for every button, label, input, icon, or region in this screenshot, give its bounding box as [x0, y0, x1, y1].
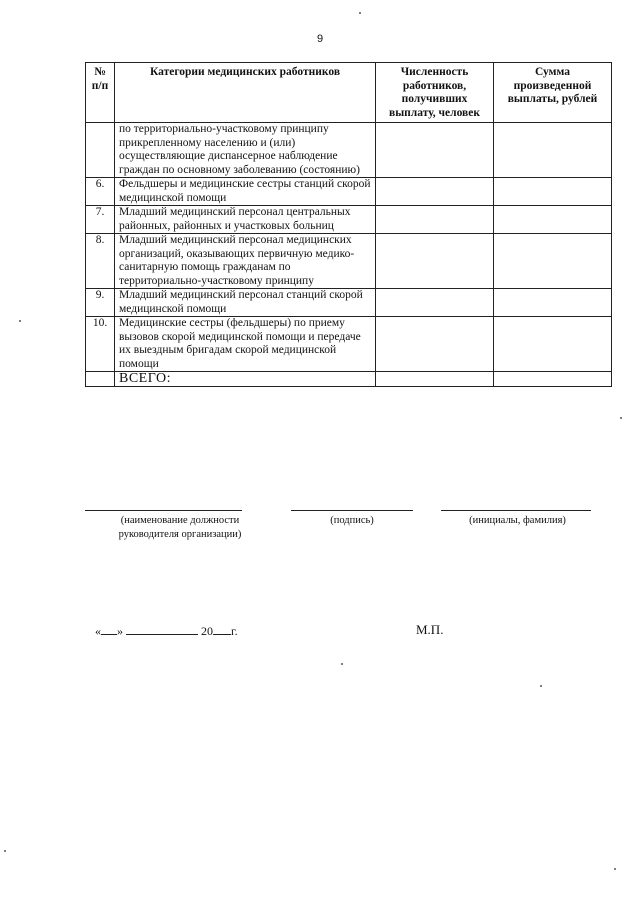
row-category: Медицинские сестры (фельдшеры) по приему вызовов скорой медицинской помощи и передаче их выездным бригадам скорой медицинской помощи [115, 317, 376, 372]
header-category: Категории медицинских работников [115, 63, 376, 123]
header-employee-count: Численность работников, получивших выплату, человек [376, 63, 494, 123]
row-count [376, 317, 494, 372]
name-caption: (инициалы, фамилия) [469, 515, 566, 526]
row-sum [494, 206, 612, 234]
year-suffix: г. [231, 624, 238, 638]
row-count [376, 178, 494, 206]
row-number: 7. [86, 206, 115, 234]
position-caption: (наименование должности руководителя организации) [118, 515, 242, 540]
page-number: 9 [316, 33, 324, 45]
table-header-row [86, 63, 612, 123]
row-count [376, 123, 494, 178]
date-open-quote: « [95, 624, 101, 638]
scan-speck [19, 320, 21, 322]
name-signature-line [441, 510, 591, 511]
row-sum [494, 178, 612, 206]
table-row [86, 123, 612, 178]
row-category: по территориально-участковому принципу прикрепленному населению и (или) осуществляющие диспансерное наблюдение граждан по основному заболеванию (состоянию) [115, 123, 376, 178]
date-close-quote: » [117, 624, 123, 638]
month-blank [126, 623, 198, 635]
row-category: Фельдшеры и медицинские сестры станций скорой медицинской помощи [115, 178, 376, 206]
signature-caption: (подпись) [330, 515, 374, 526]
total-sum [494, 372, 612, 387]
table-row [86, 206, 612, 234]
scan-speck [620, 417, 622, 419]
date-field [95, 623, 238, 639]
row-number: 9. [86, 289, 115, 317]
stamp-place-label: М.П. [416, 622, 444, 637]
row-sum [494, 123, 612, 178]
total-row [86, 372, 612, 387]
scan-speck [359, 12, 361, 14]
payments-table [85, 62, 612, 387]
year-blank [213, 623, 231, 635]
row-count [376, 206, 494, 234]
scan-speck [341, 663, 343, 665]
row-category: Младший медицинский персонал станций скорой медицинской помощи [115, 289, 376, 317]
row-category: Младший медицинский персонал медицинских организаций, оказывающих первичную медико-санитарную помощь гражданам по территориально-участковому принципу [115, 234, 376, 289]
scan-speck [540, 685, 542, 687]
scan-speck [4, 850, 6, 852]
row-category: Младший медицинский персонал центральных районных, районных и участковых больниц [115, 206, 376, 234]
signature-line [291, 510, 413, 511]
scan-speck [614, 868, 616, 870]
total-label: ВСЕГО: [115, 372, 376, 387]
table-row [86, 234, 612, 289]
table-row [86, 289, 612, 317]
year-prefix: 20 [201, 624, 213, 638]
row-number [86, 123, 115, 178]
row-number: 10. [86, 317, 115, 372]
table-row [86, 317, 612, 372]
total-number-cell [86, 372, 115, 387]
row-number: 8. [86, 234, 115, 289]
position-signature-line [85, 510, 242, 511]
header-number: № п/п [86, 63, 115, 123]
row-number: 6. [86, 178, 115, 206]
table-row [86, 178, 612, 206]
row-sum [494, 317, 612, 372]
day-blank [101, 623, 117, 635]
row-count [376, 234, 494, 289]
row-sum [494, 234, 612, 289]
row-sum [494, 289, 612, 317]
header-payment-sum: Сумма произведенной выплаты, рублей [494, 63, 612, 123]
total-count [376, 372, 494, 387]
row-count [376, 289, 494, 317]
